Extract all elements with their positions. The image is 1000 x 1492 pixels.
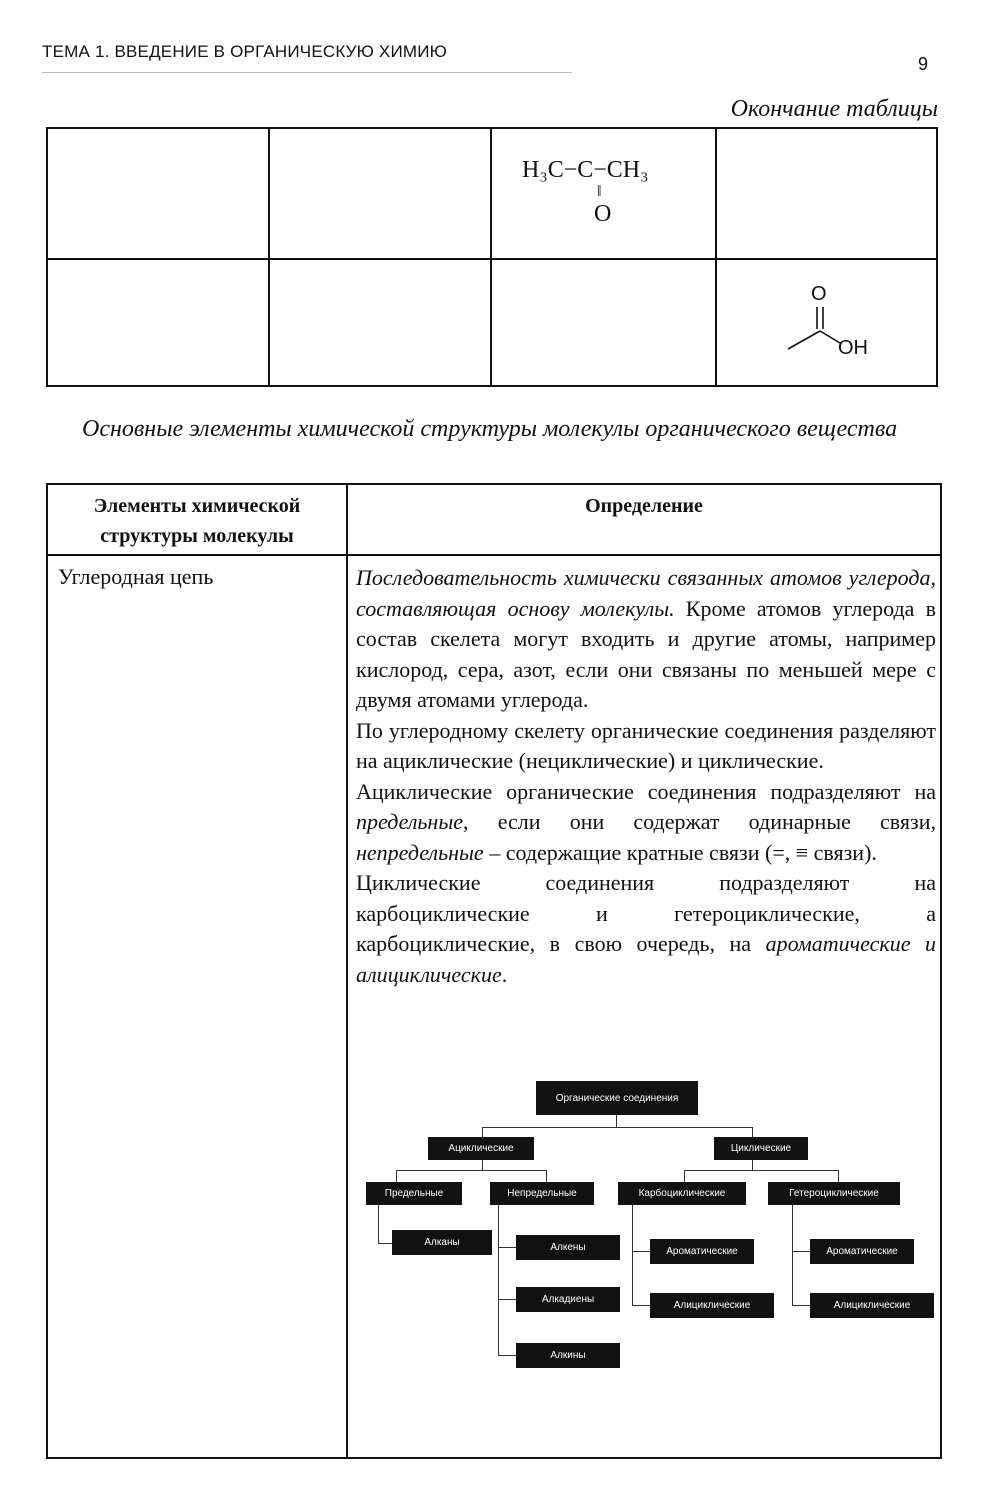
acid-oxygen: O [811,283,827,305]
node-alkanes: Алканы [392,1230,492,1255]
connector [792,1305,810,1306]
acyclic-paragraph [356,777,936,869]
term-unsaturated: непредельные [356,839,484,865]
hydroxyl-bond [820,331,840,343]
node-hetero-alicyclic: Алициклические [810,1293,934,1318]
methyl-bond [788,331,820,349]
connector [632,1251,650,1252]
acid-hydroxyl: OH [838,337,868,359]
node-carbocyclic: Карбоциклические [618,1182,746,1205]
connector [482,1127,483,1137]
term-saturated: предельные [356,809,464,834]
connector [792,1205,793,1305]
connector [378,1243,392,1244]
connector [684,1170,685,1182]
connector [616,1115,617,1127]
node-organic-compounds: Органические соединения [536,1081,698,1115]
column-header-elements: Элементы химической структуры молекулы [93,495,301,547]
term-aromatic-alicyclic: ароматические и алициклические [356,931,936,987]
acetone-chain: H₃C−C−CH₃ [522,157,649,183]
definition-sentence: Кроме атомов углерода в состав скелета могут входить и другие атомы, например кислород, сера, азот, если они связаны по меньшей мере с двумя атомами углерода. [356,595,936,712]
connector [546,1170,547,1182]
section-title: Основные элементы химической структуры молекулы органического вещества [82,416,898,442]
acetone-oxygen: O [594,201,612,227]
node-carbo-aromatic: Ароматические [650,1239,754,1264]
text-run: – содержащие кратные связи (=, ≡ связи). [483,839,877,865]
connector [498,1355,516,1356]
text-run: . [501,961,508,987]
double-bond: ‖ [597,183,602,200]
text-run: , если они содержат одинарные связи, [463,809,936,834]
node-alkenes: Алкены [516,1235,620,1260]
header-rule [42,72,572,73]
table-column-divider [715,129,717,385]
connector [482,1160,483,1170]
connector [838,1170,839,1182]
text-run: Ациклические органические соединения подразделяют на [356,778,936,804]
connector [378,1205,379,1243]
connector [632,1305,650,1306]
running-title: ТЕМА 1. ВВЕДЕНИЕ В ОРГАНИЧЕСКУЮ ХИМИЮ [42,42,448,61]
node-cyclic: Циклические [714,1137,808,1160]
table-column-divider [346,485,348,1457]
connector [396,1170,546,1171]
table-caption: Окончание таблицы [730,96,938,122]
definition-paragraph [356,563,936,716]
connector [396,1170,397,1182]
node-acyclic: Ациклические [428,1137,534,1160]
table-header-divider [48,554,940,556]
column-header-definition: Определение [585,495,703,517]
node-alkynes: Алкины [516,1343,620,1368]
node-alkadienes: Алкадиены [516,1287,620,1312]
connector [752,1160,753,1170]
table-column-divider [268,129,270,385]
node-carbo-alicyclic: Алициклические [650,1293,774,1318]
table-column-divider [490,129,492,385]
connector [498,1299,516,1300]
connector [792,1251,810,1252]
node-hetero-aromatic: Ароматические [810,1239,914,1264]
cyclic-paragraph [356,868,936,990]
classification-paragraph: По углеродному скелету органические соединения разделяют на ациклические (нециклические) и циклические. [356,717,936,773]
definition-text [356,563,936,990]
element-name: Углеродная цепь [58,564,214,589]
node-saturated: Предельные [366,1182,462,1205]
connector [482,1127,752,1128]
connector [752,1127,753,1137]
node-unsaturated: Непредельные [490,1182,594,1205]
definition-italic: Последовательность химически связанных атомов углерода, составляющая основу молекулы. [356,565,936,621]
connector [684,1170,838,1171]
connector [498,1247,516,1248]
classification-diagram [358,1077,942,1377]
connector [498,1205,499,1355]
connector [632,1205,633,1305]
structure-elements-table [46,483,942,1459]
page-number: 9 [918,54,929,74]
continuation-table [46,127,938,387]
text-run: Циклические соединения подразделяют на карбоциклические и гетероциклические, а карбоциклические, в свою очередь, на [356,870,936,956]
acetic-acid-structure [778,279,918,369]
acetone-formula [522,157,692,227]
table-row-divider [48,258,936,260]
node-heterocyclic: Гетероциклические [768,1182,900,1205]
